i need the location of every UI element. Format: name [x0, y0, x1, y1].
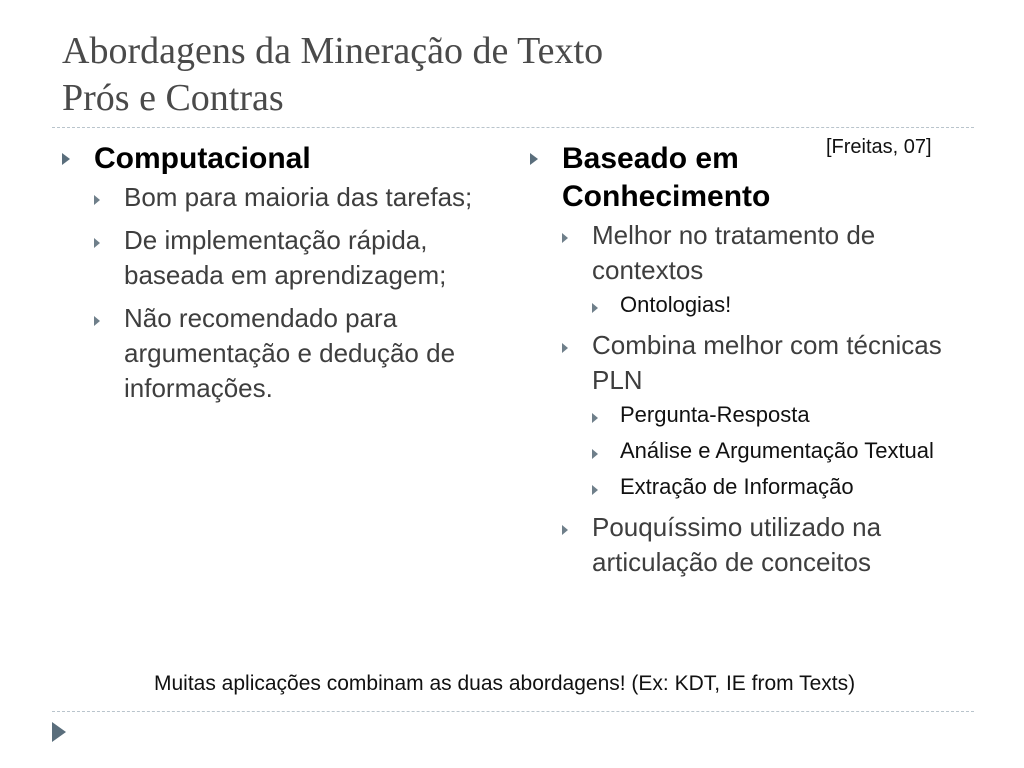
- right-column: [530, 140, 970, 588]
- right-heading: Baseado em Conhecimento: [562, 142, 771, 213]
- bullet-arrow-icon: [562, 522, 568, 540]
- left-column: [62, 140, 502, 414]
- title-line-1: Abordagens da Mineração de Texto: [62, 30, 604, 72]
- right-item: Melhor no tratamento de contextos Ontologias!: [562, 218, 970, 320]
- bullet-arrow-icon: [592, 300, 598, 318]
- bullet-arrow-icon: [94, 313, 100, 331]
- bullet-arrow-icon: [592, 410, 598, 428]
- right-item: Combina melhor com técnicas PLN Pergunta-Resposta Análise e Argumentação Textual Extração de Informação: [562, 328, 970, 502]
- left-item: De implementação rápida, baseada em aprendizagem;: [94, 223, 502, 293]
- right-subitem: Análise e Argumentação Textual: [592, 436, 970, 466]
- right-heading-item: [530, 140, 970, 580]
- slide-title: [62, 28, 962, 122]
- bottom-divider: [52, 711, 974, 712]
- bullet-arrow-icon: [592, 446, 598, 464]
- left-item: Não recomendado para argumentação e dedução de informações.: [94, 301, 502, 406]
- bullet-arrow-icon: [562, 340, 568, 358]
- bullet-arrow-icon: [530, 152, 538, 170]
- right-item: Pouquíssimo utilizado na articulação de conceitos: [562, 510, 970, 580]
- top-divider: [52, 127, 974, 128]
- bullet-arrow-icon: [94, 192, 100, 210]
- title-line-2: Prós e Contras: [62, 77, 284, 119]
- citation: [Freitas, 07]: [826, 136, 932, 158]
- bullet-arrow-icon: [592, 482, 598, 500]
- right-subitem: Extração de Informação: [592, 472, 970, 502]
- right-subitem: Pergunta-Resposta: [592, 400, 970, 430]
- bullet-arrow-icon: [562, 230, 568, 248]
- left-item: Bom para maioria das tarefas;: [94, 180, 502, 215]
- bullet-arrow-icon: [94, 235, 100, 253]
- slide-marker-arrow-icon: [52, 722, 66, 742]
- left-heading-item: [62, 140, 502, 406]
- right-subitem: Ontologias!: [592, 290, 970, 320]
- left-heading: Computacional: [94, 142, 311, 175]
- bullet-arrow-icon: [62, 152, 70, 170]
- footer-note: Muitas aplicações combinam as duas abordagens! (Ex: KDT, IE from Texts): [154, 672, 856, 695]
